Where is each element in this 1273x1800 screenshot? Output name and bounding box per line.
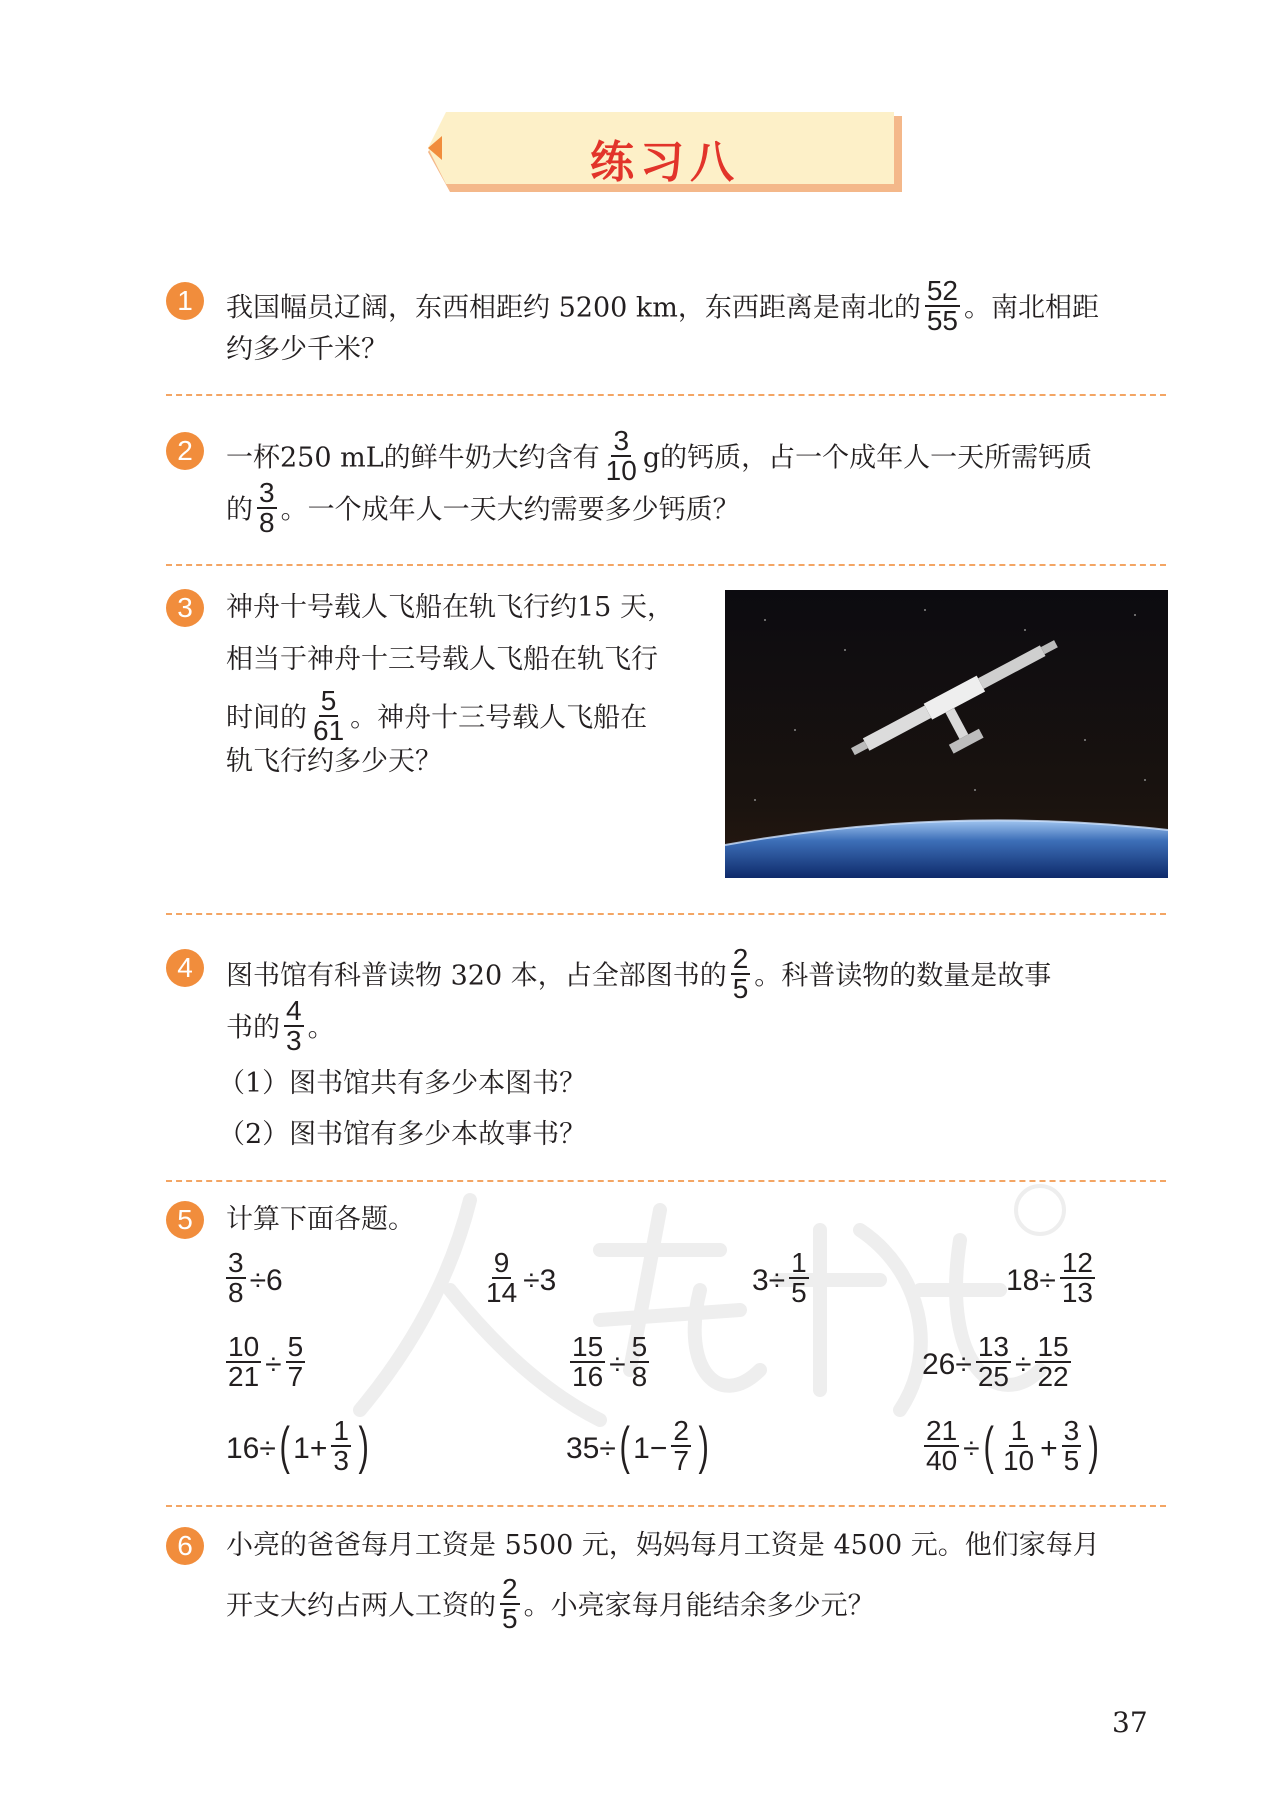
fraction: $\frac{52}{55}$ (926, 275, 958, 336)
fraction: $\frac{3}{8}$ (228, 1247, 244, 1308)
fraction: $\frac{9}{14}$ (486, 1247, 518, 1308)
fraction: $\frac{12}{13}$ (1061, 1247, 1093, 1308)
separator (166, 913, 1166, 915)
expression-3: 3÷ $\frac{1}{5}$ (752, 1247, 807, 1308)
fraction: $\frac{3}{10}$ (605, 425, 637, 486)
question-4-sub-2: （2）图书馆有多少本故事书？ (218, 1119, 587, 1150)
fraction: $\frac{3}{8}$ (259, 477, 275, 538)
expression-2: $\frac{9}{14}$ ÷3 (486, 1247, 557, 1308)
expression-10: $\frac{21}{40}$ ÷ ( $\frac{1}{10}$ + $\frac{3}{5}$ ) (926, 1415, 1100, 1476)
question-3-line-4: 轨飞行约多少天？ (226, 746, 442, 777)
fraction: $\frac{13}{25}$ (977, 1331, 1009, 1392)
question-1-line-1: 我国幅员辽阔，东西相距约 5200 km，东西距离是南北的 $\frac{52}{55}$ 。南北相距 (226, 275, 1099, 336)
question-5-line-1: 计算下面各题。 (226, 1204, 415, 1235)
expression-9: 35÷ ( 1− $\frac{2}{7}$ ) (566, 1415, 709, 1476)
fraction: $\frac{5}{7}$ (287, 1331, 304, 1392)
fraction: $\frac{4}{3}$ (286, 995, 302, 1056)
fraction: $\frac{2}{5}$ (732, 943, 749, 1004)
question-6-line-2: 开支大约占两人工资的 $\frac{2}{5}$ 。小亮家每月能结余多少元？ (226, 1573, 875, 1634)
title-banner (428, 112, 902, 192)
expression-4: 18÷ $\frac{12}{13}$ (1006, 1247, 1093, 1308)
page-title: 练习八 (590, 137, 740, 188)
fraction: $\frac{15}{16}$ (572, 1331, 604, 1392)
question-3-badge: 3 (166, 589, 204, 627)
question-4-line-1: 图书馆有科普读物 320 本，占全部图书的 $\frac{2}{5}$ 。科普读物的数量是故事 (226, 943, 1052, 1004)
page-number: 37 (1112, 1706, 1148, 1739)
question-6-line-1: 小亮的爸爸每月工资是 5500 元，妈妈每月工资是 4500 元。他们家每月 (226, 1530, 1100, 1561)
question-4-sub-1: （1）图书馆共有多少本图书？ (218, 1068, 587, 1099)
fraction: $\frac{1}{10}$ (1002, 1415, 1035, 1476)
question-1-badge: 1 (166, 282, 204, 320)
separator (166, 394, 1166, 396)
question-3-line-3: 时间的 $\frac{5}{61}$ 。神舟十三号载人飞船在 (226, 685, 648, 746)
question-5-badge: 5 (166, 1201, 204, 1239)
fraction: $\frac{1}{3}$ (333, 1415, 349, 1476)
separator (166, 1505, 1166, 1507)
fraction: $\frac{15}{22}$ (1037, 1331, 1069, 1392)
fraction: $\frac{3}{5}$ (1063, 1415, 1080, 1476)
space-station-photo (725, 590, 1168, 878)
question-6-badge: 6 (166, 1527, 204, 1565)
expression-5: $\frac{10}{21}$ ÷ $\frac{5}{7}$ (228, 1331, 304, 1392)
question-4-line-2: 书的 $\frac{4}{3}$ 。 (226, 995, 335, 1056)
fraction: $\frac{21}{40}$ (926, 1415, 958, 1476)
fraction: $\frac{5}{8}$ (631, 1331, 648, 1392)
question-3-line-2: 相当于神舟十三号载人飞船在轨飞行 (226, 644, 658, 675)
fraction: $\frac{5}{61}$ (313, 685, 345, 746)
question-2-badge: 2 (166, 432, 204, 470)
separator (166, 1180, 1166, 1182)
fraction: $\frac{1}{5}$ (791, 1247, 807, 1308)
question-2-line-2: 的 $\frac{3}{8}$ 。一个成年人一天大约需要多少钙质？ (226, 477, 740, 538)
expression-6: $\frac{15}{16}$ ÷ $\frac{5}{8}$ (572, 1331, 648, 1392)
fraction: $\frac{2}{5}$ (502, 1573, 518, 1634)
expression-8: 16÷ ( 1+ $\frac{1}{3}$ ) (226, 1415, 369, 1476)
question-2-line-1: 一杯250 mL的鲜牛奶大约含有 $\frac{3}{10}$ g的钙质，占一个成年人一天所需钙质 (226, 425, 1093, 486)
question-3-line-1: 神舟十号载人飞船在轨飞行约15 天， (226, 592, 674, 623)
fraction: $\frac{2}{7}$ (673, 1415, 689, 1476)
question-1-line-2: 约多少千米？ (226, 334, 388, 365)
expression-7: 26÷ $\frac{13}{25}$ ÷ $\frac{15}{22}$ (922, 1331, 1069, 1392)
expression-1: $\frac{3}{8}$ ÷6 (228, 1247, 283, 1308)
question-4-badge: 4 (166, 949, 204, 987)
separator (166, 564, 1166, 566)
fraction: $\frac{10}{21}$ (228, 1331, 260, 1392)
